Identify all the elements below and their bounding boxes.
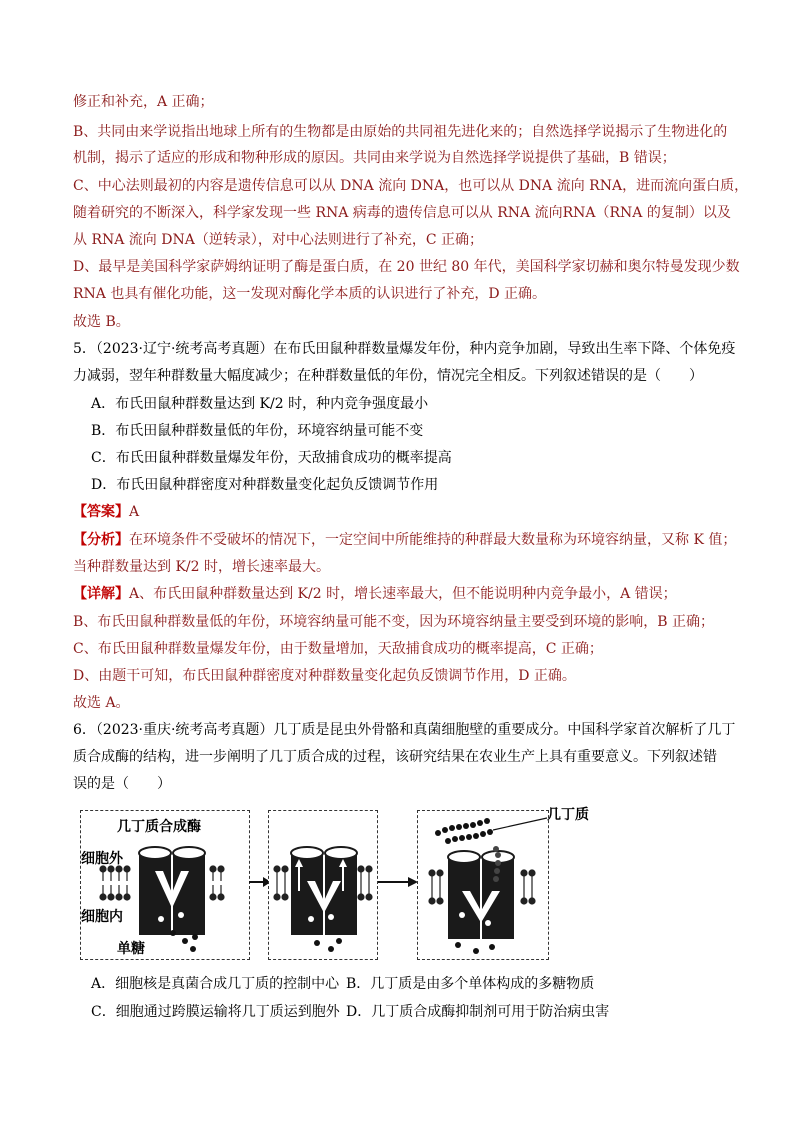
question-5-stem: 5．（2023·辽宁·统考高考真题）在布氏田鼠种群数量爆发年份，种内竞争加剧，导致出生率下降、个体免疫 [73,341,736,357]
question-5-stem: 力减弱，翌年种群数量大幅度减少；在种群数量低的年份，情况完全相反。下列叙述错误的是（ ） [73,368,703,384]
answer-value: A [129,504,140,520]
explanation-line: 随着研究的不断深入，科学家发现一些 RNA 病毒的遗传信息可以从 RNA 流向RNA（RNA 的复制）以及 [73,205,731,221]
answer-row [73,502,139,522]
label-outside: 细胞外 [81,851,123,867]
detail-text: C、布氏田鼠种群数量爆发年份，由于数量增加，天敌捕食成功的概率提高，C 正确； [73,641,603,657]
explanation-line: D、最早是美国科学家萨姆纳证明了酶是蛋白质，在 20 世纪 80 年代，美国科学家切赫和奥尔特曼发现少数 [73,259,740,275]
explanation-line: 修正和补充，A 正确； [73,94,214,110]
enzyme-diagram-2 [269,811,377,959]
label-pointer-line [493,806,553,836]
chitin-synthase-figure [73,800,633,965]
analysis-text: 当种群数量达到 K/2 时，增长速率最大。 [73,559,330,575]
analysis-text: 在环境条件不受破坏的情况下，一定空间中所能维持的种群最大数量称为环境容纳量，又称 K 值； [129,532,737,548]
detail-text: B、布氏田鼠种群数量低的年份，环境容纳量可能不变，因为环境容纳量主要受到环境的影响，B 正确； [73,614,715,630]
question-6-stem: 误的是（ ） [73,776,171,792]
explanation-line: RNA 也具有催化功能，这一发现对酶化学本质的认识进行了补充，D 正确。 [73,286,547,302]
label-inside: 细胞内 [81,909,123,925]
detail-row [73,584,677,604]
option-a: A．布氏田鼠种群数量达到 K/2 时，种内竞争强度最小 [91,396,429,412]
question-6-stem: 质合成酶的结构，进一步阐明了几丁质合成的过程，该研究结果在农业生产上具有重要意义。下列叙述错 [73,749,717,765]
question-6-stem: 6．（2023·重庆·统考高考真题）几丁质是昆虫外骨骼和真菌细胞壁的重要成分。中国科学家首次解析了几丁 [73,722,736,738]
detail-tag: 【详解】 [73,586,129,602]
detail-text: D、由题干可知，布氏田鼠种群密度对种群数量变化起负反馈调节作用，D 正确。 [73,668,576,684]
explanation-line: 从 RNA 流向 DNA（逆转录），对中心法则进行了补充，C 正确； [73,232,483,248]
option-c: C．细胞通过跨膜运输将几丁质运到胞外 [91,1004,340,1020]
explanation-line: C、中心法则最初的内容是遗传信息可以从 DNA 流向 DNA，也可以从 DNA 流向 RNA，进而流向蛋白质， [73,178,749,194]
explanation-line: B、共同由来学说指出地球上所有的生物都是由原始的共同祖先进化来的；自然选择学说揭示了生物进化的 [73,124,728,140]
detail-text: A、布氏田鼠种群数量达到 K/2 时，增长速率最大，但不能说明种内竞争最小，A 错误； [129,586,677,602]
option-c: C．布氏田鼠种群数量爆发年份，天敌捕食成功的概率提高 [91,450,452,466]
label-enzyme: 几丁质合成酶 [117,819,201,835]
analysis-row [73,530,736,550]
option-d: D．布氏田鼠种群密度对种群数量变化起负反馈调节作用 [91,477,439,493]
answer-tag: 【答案】 [73,504,129,520]
label-monosaccharide: 单糖 [117,941,145,957]
arrow-right-icon [378,875,418,889]
figure-panel-2 [268,810,378,960]
analysis-tag: 【分析】 [73,532,129,548]
option-b: B．几丁质是由多个单体构成的多糖物质 [346,976,595,992]
option-a: A．细胞核是真菌合成几丁质的控制中心 [91,976,340,992]
label-chitin: 几丁质 [547,807,589,823]
option-b: B．布氏田鼠种群数量低的年份，环境容纳量可能不变 [91,423,424,439]
conclusion-text: 故选 A。 [73,695,130,711]
explanation-line: 机制，揭示了适应的形成和物种形成的原因。共同由来学说为自然选择学说提供了基础，B 错误； [73,150,676,166]
conclusion-text: 故选 B。 [73,314,130,330]
option-d: D．几丁质合成酶抑制剂可用于防治病虫害 [346,1004,610,1020]
